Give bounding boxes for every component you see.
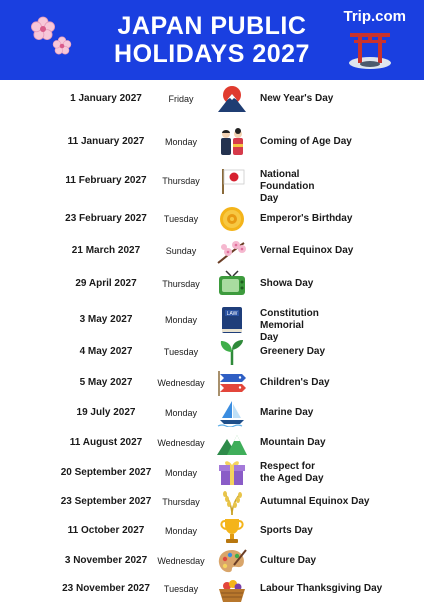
holiday-weekday: Thursday [162,279,200,289]
holiday-row [0,128,424,156]
mount-fuji-sunrise-icon [216,85,248,113]
holiday-name: Autumnal Equinox Day [260,496,370,507]
holiday-name: Respect for the Aged Day [260,461,324,484]
holiday-name: Sports Day [260,525,313,536]
holiday-name: Mountain Day [260,437,326,448]
holiday-weekday: Thursday [162,176,200,186]
holiday-weekday: Tuesday [163,214,199,224]
holiday-weekday: Monday [164,315,198,325]
svg-text:LAW: LAW [226,311,238,317]
holiday-date: 11 October 2027 [67,525,145,536]
holiday-name: Marine Day [260,407,314,418]
holiday-weekday: Monday [164,408,198,418]
holiday-date: 23 February 2027 [65,213,147,224]
holiday-date: 23 November 2027 [62,583,150,594]
holiday-date: 3 November 2027 [64,555,148,566]
gift-box-icon [216,459,248,487]
kimono-couple-icon [216,128,248,156]
holiday-date: 1 January 2027 [70,93,142,104]
holiday-name: Emperor's Birthday [260,213,353,224]
sailboat-icon [216,399,248,427]
holiday-date: 11 August 2027 [69,437,143,448]
holiday-date: 11 February 2027 [65,175,147,186]
holiday-row [0,575,424,603]
holiday-row [0,338,424,366]
carp-streamer-icon [216,369,248,397]
holiday-row [0,205,424,233]
holiday-row [0,85,424,113]
holiday-name: Vernal Equinox Day [260,245,354,256]
trophy-icon [216,517,248,545]
holiday-row [0,517,424,545]
japan-flag-icon [216,167,248,195]
page-title-line2: HOLIDAYS 2027 [114,40,310,68]
holiday-weekday: Tuesday [163,584,199,594]
holiday-name: Showa Day [260,278,314,289]
chrysanthemum-icon [216,205,248,233]
holiday-row [0,270,424,298]
retro-tv-icon [216,270,248,298]
holiday-row [0,306,424,343]
paint-palette-icon [216,547,248,575]
holiday-name: New Year's Day [260,93,334,104]
cherry-blossom-icon [216,237,248,265]
holiday-name: Labour Thanksgiving Day [260,583,383,594]
holiday-row [0,459,424,487]
holiday-weekday: Monday [164,137,198,147]
law-book-icon [216,306,248,334]
holiday-date: 21 March 2027 [71,245,141,256]
holiday-name: Children's Day [260,377,330,388]
holiday-weekday: Monday [164,468,198,478]
holiday-date: 5 May 2027 [79,377,133,388]
holiday-weekday: Sunday [165,246,197,256]
holiday-weekday: Thursday [162,497,200,507]
holiday-date: 23 September 2027 [60,496,152,507]
holiday-row [0,369,424,397]
brand-logo[interactable]: Trip.com [343,8,406,25]
header-banner [0,0,424,80]
holiday-row [0,167,424,204]
holiday-weekday: Wednesday [157,378,205,388]
holiday-name: Greenery Day [260,346,326,357]
mountains-icon [216,429,248,457]
holiday-row [0,399,424,427]
holiday-date: 3 May 2027 [79,314,133,325]
torii-gate-icon [348,30,392,70]
holiday-name: National Foundation Day [260,169,315,204]
holiday-name: Coming of Age Day [260,136,352,147]
holiday-name: Constitution Memorial Day [260,308,319,343]
page-title-line1: JAPAN PUBLIC [117,12,307,40]
holiday-weekday: Wednesday [157,556,205,566]
holiday-date: 4 May 2027 [79,346,133,357]
holiday-row [0,488,424,516]
holiday-weekday: Friday [168,94,194,104]
fruit-basket-icon [216,575,248,603]
holiday-name: Culture Day [260,555,317,566]
holiday-row [0,547,424,575]
holiday-weekday: Monday [164,526,198,536]
holiday-date: 20 September 2027 [60,467,152,478]
holiday-weekday: Wednesday [157,438,205,448]
rice-stalks-icon [216,488,248,516]
holiday-date: 19 July 2027 [76,407,136,418]
holiday-weekday: Tuesday [163,347,199,357]
holiday-row [0,429,424,457]
seedling-icon [216,338,248,366]
holiday-date: 11 January 2027 [67,136,145,147]
holiday-date: 29 April 2027 [75,278,137,289]
holiday-row [0,237,424,265]
